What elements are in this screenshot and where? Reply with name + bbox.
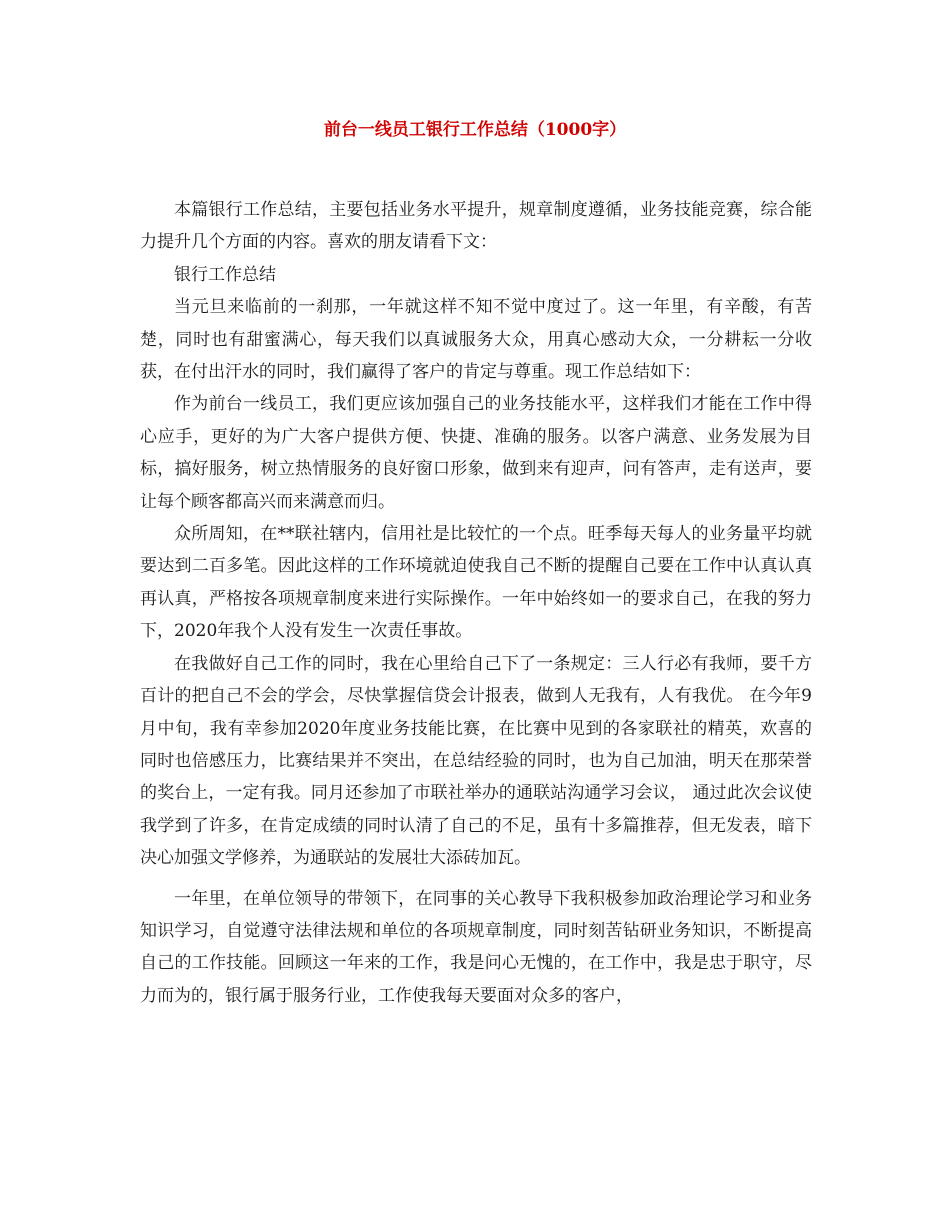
document-title: 前台一线员工银行工作总结（1000字） [323,120,627,140]
paragraph-new-year: 当元旦来临前的一刹那，一年就这样不知不觉中度过了。这一年里，有辛酸，有苦楚，同时也有甜蜜满心，每天我们以真诚服务大众，用真心感动大众，一分耕耘一分收获，在付出汗水的同时，我们赢得了客户的肯定与尊重。现工作总结如下： [140,297,812,383]
paragraph-learning: 在我做好自己工作的同时，我在心里给自己下了一条规定：三人行必有我师，要千方百计的把自己不会的学会，尽快掌握信贷会计报表，做到人无我有，人有我优。 在今年9月中旬，我有幸参加2020年度业务技能比赛，在比赛中见到的各家联社的精英，欢喜的同时也倍感压力，比赛结果并不突出，在总结经验的同时，也为自己加油，明天在那荣誉的奖台上，一定有我。同月还参加了市联社举办的通联站沟通学习会议， 通过此次会议使我学到了许多，在肯定成绩的同时认清了自己的不足，虽有十多篇推荐，但无发表，暗下决心加强文学修养，为通联站的发展壮大添砖加瓦。 [140,653,812,869]
paragraph-front-desk: 作为前台一线员工，我们更应该加强自己的业务技能水平，这样我们才能在工作中得心应手，更好的为广大客户提供方便、快捷、准确的服务。以客户满意、业务发展为目标，搞好服务，树立热情服务的良好窗口形象，做到来有迎声，问有答声，走有送声，要让每个顾客都高兴而来满意而归。 [140,394,812,512]
paragraph-year-review: 一年里，在单位领导的带领下，在同事的关心教导下我积极参加政治理论学习和业务知识学习，自觉遵守法律法规和单位的各项规章制度，同时刻苦钻研业务知识，不断提高自己的工作技能。回顾这一年来的工作，我是问心无愧的，在工作中，我是忠于职守，尽力而为的，银行属于服务行业，工作使我每天要面对众多的客户， [140,888,812,1006]
document-body [140,194,812,1012]
paragraph-workload: 众所周知，在**联社辖内，信用社是比较忙的一个点。旺季每天每人的业务量平均就要达到二百多笔。因此这样的工作环境就迫使我自己不断的提醒自己要在工作中认真认真再认真，严格按各项规章制度来进行实际操作。一年中始终如一的要求自己，在我的努力下，2020年我个人没有发生一次责任事故。 [140,524,812,642]
paragraph-heading: 银行工作总结 [174,264,276,285]
paragraph-intro: 本篇银行工作总结，主要包括业务水平提升，规章制度遵循，业务技能竞赛，综合能力提升几个方面的内容。喜欢的朋友请看下文： [140,200,812,253]
